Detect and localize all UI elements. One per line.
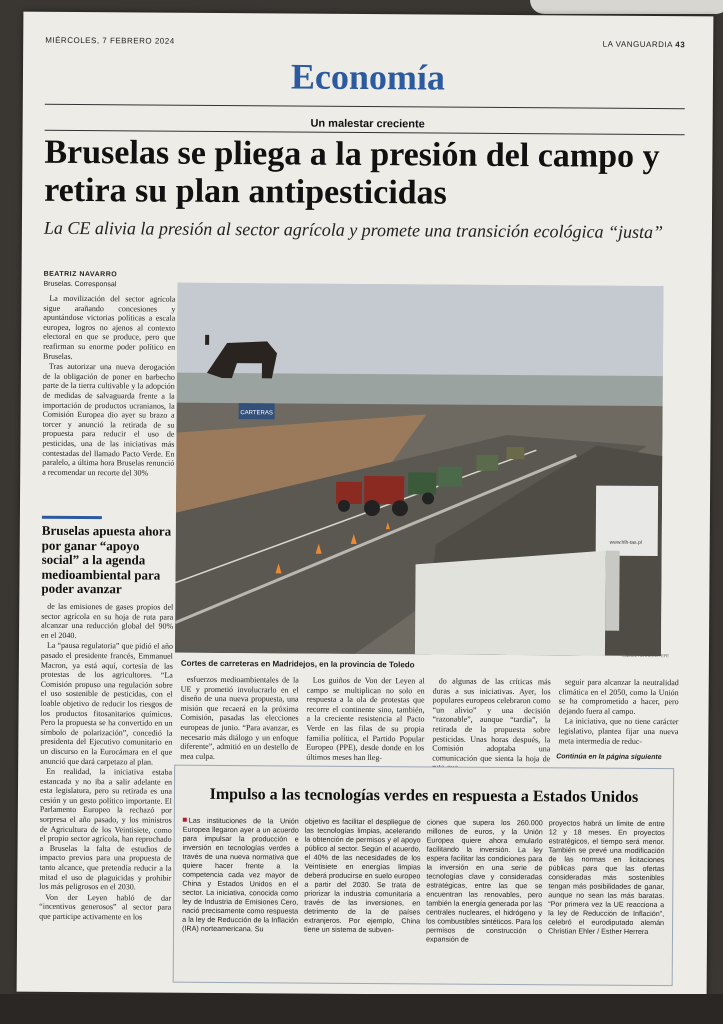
bullet-icon — [183, 818, 187, 822]
column-2 — [180, 675, 299, 763]
paragraph: La movilización del sector agrícola sigue arañando concesiones y apuntándose victorias políticas a escala europea, logros no ajenos al contexto electoral en que se produce, pero que reafirman su enorme poder político en Bruselas. — [42, 293, 176, 361]
paragraph: La iniciativa, que no tiene carácter legislativo, plantea fijar una nueva meta intermedia de reduc- — [558, 716, 679, 746]
box-title: Impulso a las tecnologías verdes en respuesta a Estados Unidos — [209, 785, 639, 806]
paragraph: Tras autorizar una nueva derogación de la obligación de poner en barbecho parte de la tierra cultivable y la adopción de medidas de salvaguarda frente a la importación de productos ucranianos, la Comisión Europea dio ayer su brazo a torcer y anunció la retirada de su propuesta para reducir el uso de pesticidas, una de las iniciativas más contestadas del llamado Pacto Verde. En paralelo, a última hora Bruselas renunció a recomendar un recorte del 30% — [42, 361, 175, 478]
column-5 — [558, 677, 678, 747]
box-column-2 — [304, 817, 421, 935]
box-paragraph: ciones que supera los 260.000 millones de euros, y la Unión Europea quiere ahora emularlo facilitando la inversión. La ley espera facilitar las condiciones para la inversión en una serie de tecnologías clave y consideradas estratégicas, entre las que se encuentran las renovables, pero también la energía generada por las centrales nucleares, el hidrógeno y los combustibles sintéticos. Para los permisos de construcción o expansión de — [425, 817, 543, 944]
header-rule — [45, 104, 685, 109]
box-column-4 — [548, 818, 665, 936]
newspaper-page — [17, 12, 714, 997]
table-surface — [0, 994, 723, 1024]
dish-edge — [530, 0, 723, 14]
column-1-bottom — [39, 602, 173, 924]
kicker: Un malestar creciente — [310, 117, 425, 131]
truck-sign-text: CARTERAS — [240, 410, 273, 417]
page-number: 43 — [675, 40, 686, 50]
paragraph: de las emisiones de gases propios del sector agrícola en su hoja de ruta para alcanzar una reducción global del 90% en el 2040. — [41, 601, 174, 640]
byline — [43, 270, 117, 291]
byline-role: Bruselas. Corresponsal — [43, 280, 117, 289]
byline-name: BEATRIZ NAVARRO — [43, 270, 118, 279]
photo-caption: Cortes de carreteras en Madridejos, en la provincia de Toledo — [180, 658, 415, 670]
page-header — [45, 36, 685, 56]
section-title: Economía — [290, 56, 446, 98]
newspaper-name: LA VANGUARDIA — [602, 39, 673, 50]
headline: Bruselas se pliega a la presión del campo y retira su plan antipesticidas — [44, 133, 660, 212]
column-4 — [432, 676, 551, 774]
subhead: La CE alivia la presión al sector agrícola y promete una transición ecológica “justa” — [43, 217, 664, 243]
paragraph: seguir para alcanzar la neutralidad climática en el 2050, como la Unión se ha comprometido a hacer, pero dejando fuera al campo. — [558, 677, 679, 716]
news-photo — [175, 283, 664, 656]
highway-protest-photo — [175, 283, 664, 656]
box-paragraph: Las instituciones de la Unión Europea llegaron ayer a un acuerdo para impulsar la producción e inversión en tecnologías verdes a través de una nueva normativa que quiere hacer frente a la competencia cada vez mayor de China y Estados Unidos en el sector. La iniciativa, conocida como ley de Industria de Emisiones Cero, nació precisamente como respuesta a la ley de Reducción de la Inflación (IRA) norteamericana. Su — [182, 815, 299, 934]
column-3 — [306, 676, 425, 764]
box-paragraph: objetivo es facilitar el despliegue de las tecnologías limpias, acelerando la obtención de permisos y el apoyo público al sector. Según el acuerdo, el 40% de las necesidades de los Veintisiete en energías limpias deberá producirse en suelo europeo a partir del 2030. Se trata de priorizar la industria comunitaria a través de las inversiones, en detrimento de la de países extranjeros. Por ejemplo, China tiene un sistema de subven- — [303, 816, 421, 935]
sidebar-accent-bar — [42, 516, 102, 519]
box-paragraph: proyectos habrá un límite de entre 12 y 18 meses. En proyectos estratégicos, el tiempo será menor. También se prevé una modificación de las normas en licitaciones públicas para que las ofertas consideradas más sostenibles tengan más posibilidades de ganar, aunque no sean las más baratas. “Por primera vez la UE reacciona a la ley de Reducción de Inflación”, celebró el eurodiputado alemán Christian Ehler / Esther Herrera — [547, 818, 665, 936]
paragraph: Von der Leyen habló de dar “incentivos generosos” al sector para que participe activamente en los — [39, 892, 172, 922]
box-column-3 — [426, 817, 543, 944]
continue-note: Continúa en la página siguiente — [556, 753, 662, 762]
box-column-1 — [182, 816, 299, 934]
pull-quote: Bruselas apuesta ahora por ganar “apoyo social” a la agenda medioambiental para poder avanzar — [41, 522, 172, 597]
paragraph: La “pausa regulatoria” que pidió el año pasado el presidente francés, Emmanuel Macron, ya está aquí, cortesía de las protestas de los agricultores. “La Comisión propuso una regulación sobre el uso sostenible de pesticidas, con el loable objetivo de reducir los riesgos de los productos fitosanitarios químicos. Pero la propuesta se ha convertido en un símbolo de polarización”, concedió la presidenta del Ejecutivo comunitario en un discurso en la Eurocámara en el que anunció que dará carpetazo al plan. — [40, 641, 174, 767]
masthead — [603, 40, 686, 50]
paragraph: Los guiños de Von der Leyen al campo se multiplican no solo en respuesta a la ola de protestas que recorre el continente sino, también, a la creciente resistencia al Pacto Verde en las filas de su propia familia política, el Partido Popular Europeo (PPE), desde donde en los últimos meses han lleg- — [306, 675, 425, 762]
issue-date: MIÉRCOLES, 7 FEBRERO 2024 — [45, 35, 175, 46]
paragraph: esfuerzos medioambientales de la UE y prometió involucrarlo en el diseño de una nueva propuesta, una misión que recaerá en la próxima Comisión, pasadas las elecciones europeas de junio. “Para avanzar, es necesario más diálogo y un enfoque diferente”, admitió en un destello de mea culpa. — [180, 674, 299, 761]
paragraph: En realidad, la iniciativa estaba estancada y no iba a salir adelante en esta legislatura, pero su retirada es una cesión y un gesto político importante. El Parlamento Europeo la rechazó por sorpresa el año pasado, y los ministros de Agricultura de los Veintisiete, como el propio sector agrícola, han reprochado a Bruselas la falta de estudios de impacto previos para una propuesta de tanto alcance, que pretendía reducir a la mitad el uso de plaguicidas y prohibir los más peligrosos en el 2030. — [39, 766, 173, 892]
paragraph: do algunas de las críticas más duras a sus iniciativas. Ayer, los populares europeos celebraron como “un alivio” y una decisión “razonable”, aunque “tardía”, la retirada de la propuesta sobre pesticidas. Unas horas después, la Comisión adoptaba una comunicación que sienta la hoja de — [432, 676, 551, 764]
sidebar-box — [173, 765, 675, 986]
truck-web-text: www.hlh-tas.pl — [609, 539, 642, 546]
photo-credit: ISMAEL HERRERO / EFE — [622, 652, 669, 659]
column-1-top — [42, 294, 175, 479]
